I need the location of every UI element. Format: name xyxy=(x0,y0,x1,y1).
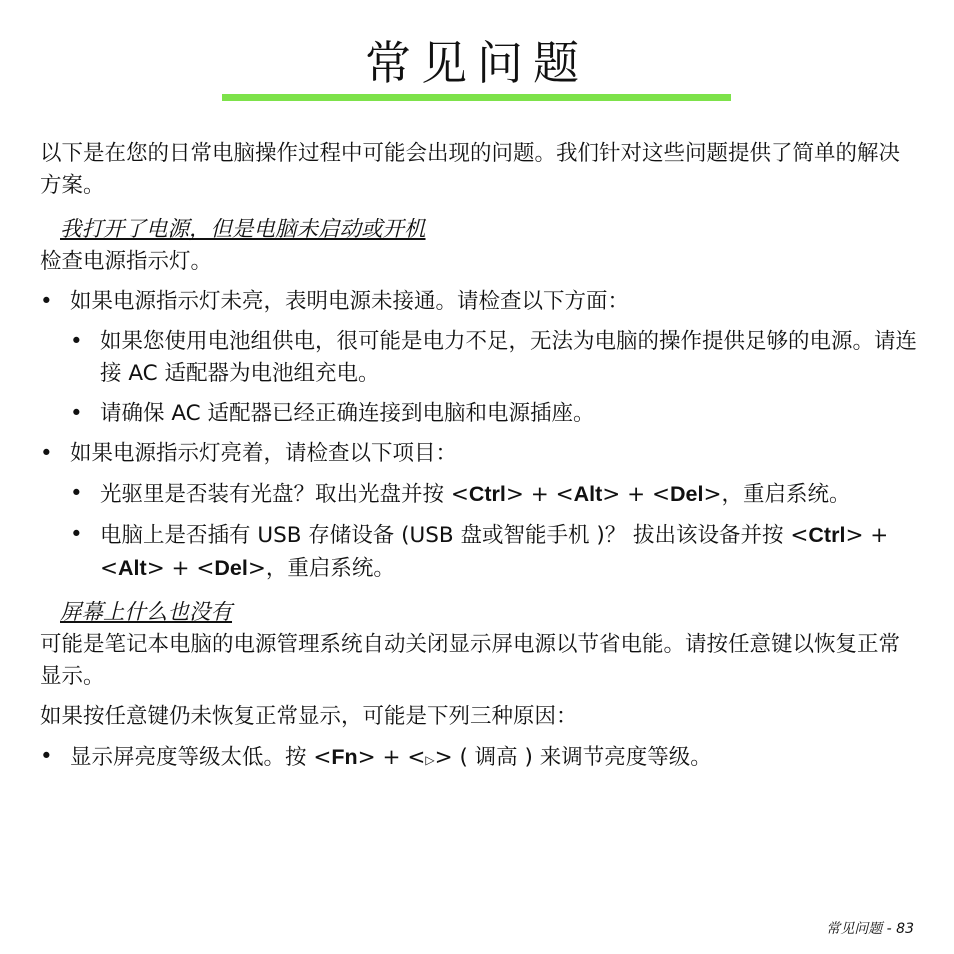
list-item xyxy=(40,438,920,470)
page-title: 常见问题 xyxy=(365,36,589,90)
bullet-mark: • xyxy=(70,401,83,426)
screen-list xyxy=(40,741,920,776)
list-item xyxy=(40,741,920,776)
key-del: Del xyxy=(214,556,248,580)
list-item xyxy=(70,478,920,511)
list-item-text: 如果您使用电池组供电，很可能是电力不足，无法为电脑的操作提供足够的电源。请连接 AC 适配器为电池组充电。 xyxy=(100,329,918,386)
bullet-mark: • xyxy=(40,744,53,769)
list-item-text: 请确保 AC 适配器已经正确连接到电脑和电源插座。 xyxy=(100,401,595,426)
text-run: > ( 调高 ) 来调节亮度等级。 xyxy=(434,745,712,770)
list-item-text: 如果电源指示灯未亮，表明电源未接通。请检查以下方面： xyxy=(70,289,630,314)
bullet-mark: • xyxy=(70,481,83,506)
list-item-text xyxy=(100,482,850,507)
bullet-mark: • xyxy=(40,289,53,314)
section-heading-blank-screen: 屏幕上什么也没有 xyxy=(60,600,233,625)
text-run: 电脑上是否插有 USB 存储设备 (USB 盘或智能手机 )？ 拔出该设备并按 < xyxy=(100,523,809,548)
page-footer: 常见问题 - 83 xyxy=(826,921,914,937)
bullet-mark: • xyxy=(40,441,53,466)
power-list xyxy=(40,286,920,585)
key-alt: Alt xyxy=(573,482,603,506)
key-ctrl: Ctrl xyxy=(808,523,846,547)
check-power-line: 检查电源指示灯。 xyxy=(40,249,213,274)
text-run: > + < xyxy=(505,482,574,507)
section-heading-power: 我打开了电源，但是电脑未启动或开机 xyxy=(60,217,426,242)
list-item xyxy=(40,286,920,318)
content xyxy=(40,138,920,784)
text-run: > + < xyxy=(602,482,670,507)
bullet-mark: • xyxy=(70,522,83,547)
list-item-text xyxy=(100,523,888,581)
list-item-text: 如果电源指示灯亮着，请检查以下项目： xyxy=(70,441,458,466)
intro-paragraph: 以下是在您的日常电脑操作过程中可能会出现的问题。我们针对这些问题提供了简单的解决方案。 xyxy=(40,141,901,198)
title-underline-bar xyxy=(222,94,731,101)
key-alt: Alt xyxy=(118,556,147,580)
key-del: Del xyxy=(670,482,704,506)
key-ctrl: Ctrl xyxy=(468,482,506,506)
text-run: 光驱里是否装有光盘？取出光盘并按 < xyxy=(100,482,469,507)
list-item-text xyxy=(70,745,712,770)
key-fn: Fn xyxy=(331,745,358,769)
text-run: >，重启系统。 xyxy=(703,482,851,507)
list-item xyxy=(70,398,920,430)
list-item xyxy=(70,326,920,390)
text-run: 显示屏亮度等级太低。按 < xyxy=(70,745,332,770)
text-run: > + < xyxy=(357,745,426,770)
text-run: > + < xyxy=(146,556,215,581)
text-run: > + < xyxy=(100,523,889,581)
brightness-up-key-icon: ▷ xyxy=(425,753,435,767)
list-item xyxy=(70,519,920,585)
bullet-mark: • xyxy=(70,329,83,354)
text-run: >，重启系统。 xyxy=(247,556,395,581)
power-management-paragraph: 可能是笔记本电脑的电源管理系统自动关闭显示屏电源以节省电能。请按任意键以恢复正常显示。 xyxy=(40,632,901,689)
reasons-paragraph: 如果按任意键仍未恢复正常显示，可能是下列三种原因： xyxy=(40,704,578,729)
